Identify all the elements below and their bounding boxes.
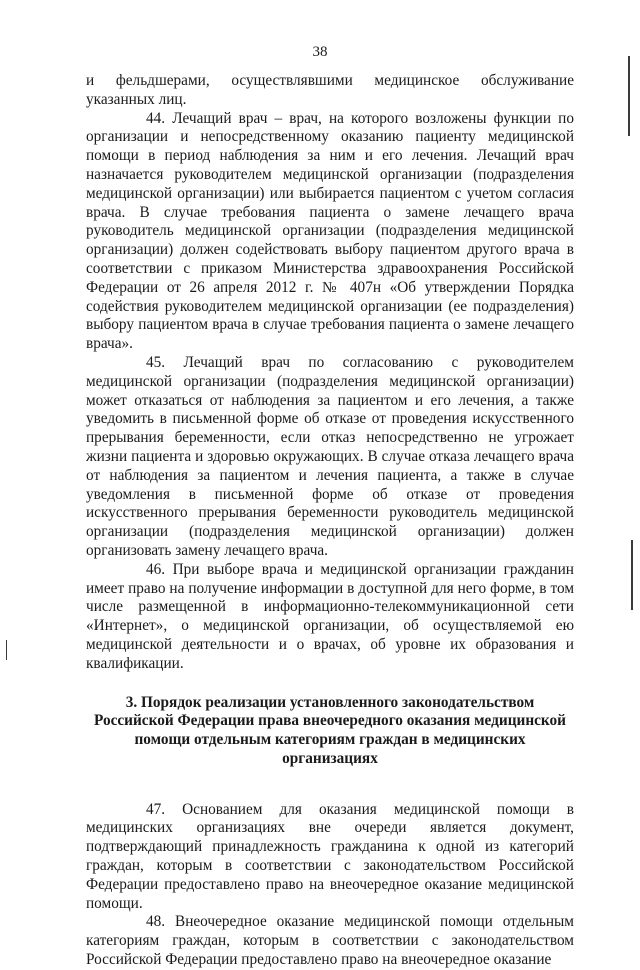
paragraph-44: 44. Лечащий врач – врач, на которого возложены функции по организации и непосредственному оказанию пациенту медицинской помощи в период наблюдения за ним и его лечения. Лечащий врач назначается руководителем медицинской организации (подразделения медицинской организации) или выбирается пациентом с учетом согласия врача. В случае требования пациента о замене лечащего врача руководитель медицинской организации (подразделения медицинской организации) должен содействовать выбору пациентом другого врача в соответствии с приказом Министерства здравоохранения Российской Федерации от 26 апреля 2012 г. № 407н «Об утверждении Порядка содействия руководителем медицинской организации (ее подразделения) выбору пациентом врача в случае требования пациента о замене лечащего врача».	[86, 109, 574, 353]
section-heading: 3. Порядок реализации установленного законодательством Российской Федерации права внеочередного оказания медицинской помощи отдельным категориям граждан в медицинских организациях	[93, 693, 566, 767]
paragraph-47: 47. Основанием для оказания медицинской помощи в медицинских организациях вне очереди является документ, подтверждающий принадлежность гражданина к одной из категорий граждан, которым в соответствии с законодательством Российской Федерации предоставлено право на внеочередное оказание медицинской помощи.	[86, 800, 574, 912]
document-body	[86, 72, 574, 970]
paragraph-45: 45. Лечащий врач по согласованию с руководителем медицинской организации (подразделения медицинской организации) может отказаться от наблюдения за пациентом и его лечения, а также уведомить в письменной форме об отказе от проведения искусственного прерывания беременности, если отказ непосредственно не угрожает жизни пациента и здоровью окружающих. В случае отказа лечащего врача от наблюдения за пациентом и лечения пациента, а также в случае уведомления в письменной форме об отказе от проведения искусственного прерывания беременности руководитель медицинской организации (подразделения медицинской организации) должен организовать замену лечащего врача.	[86, 353, 574, 559]
paragraph-48: 48. Внеочередное оказание медицинской помощи отдельным категориям граждан, которым в соответствии с законодательством Российской Федерации предоставлено право на внеочередное оказание	[86, 913, 574, 969]
scan-mark-left	[6, 640, 7, 660]
scan-mark-right-top	[628, 56, 630, 136]
scan-mark-right-bottom	[631, 540, 633, 610]
paragraph-46: 46. При выборе врача и медицинской организации гражданин имеет право на получение информации в доступной для него форме, в том числе размещенной в информационно-телекоммуникационной сети «Интернет», о медицинской организации, об осуществляемой ею медицинской деятельности и о врачах, об уровне их образования и квалификации.	[86, 560, 574, 672]
paragraph-continuation: и фельдшерами, осуществлявшими медицинское обслуживание указанных лиц.	[86, 72, 574, 108]
page-number: 38	[312, 44, 328, 60]
